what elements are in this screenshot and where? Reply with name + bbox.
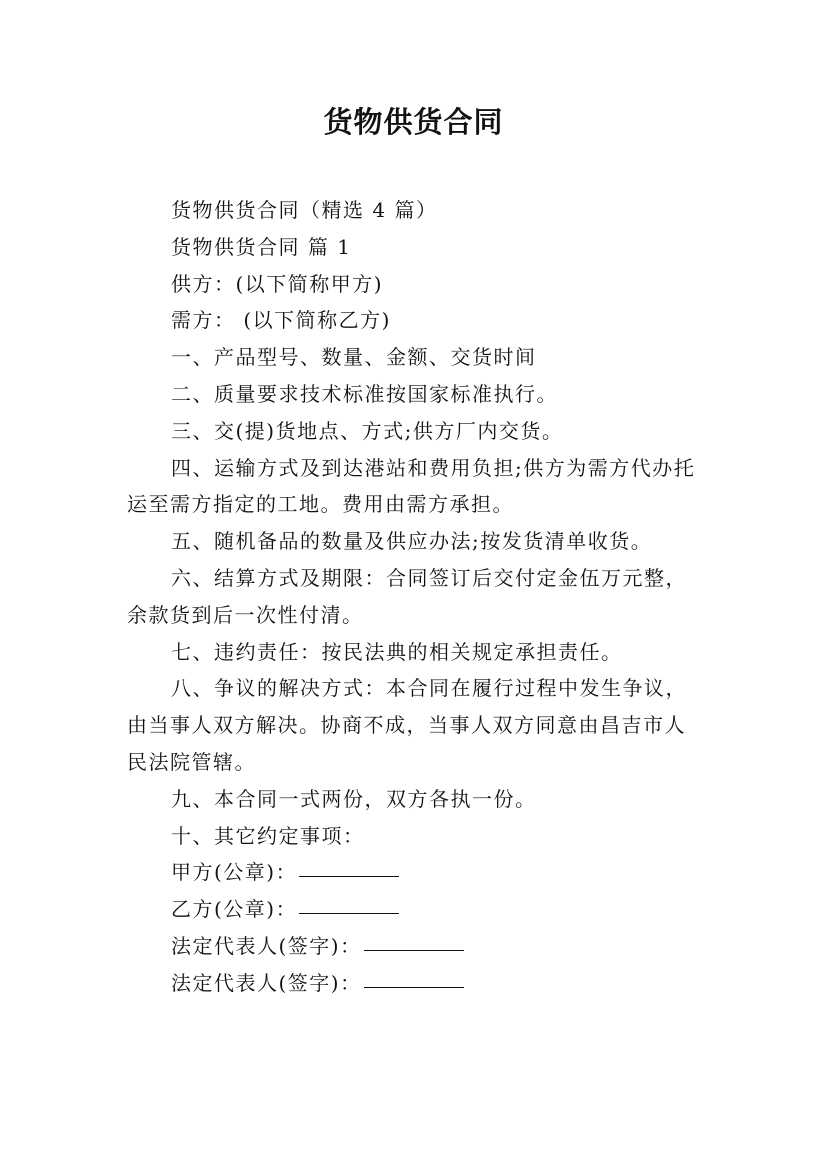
signature-row-representative-a <box>127 928 707 965</box>
signature-blank-representative-b <box>364 967 464 988</box>
signature-label-party-b: 乙方(公章)： <box>171 897 298 922</box>
clause-4: 四、运输方式及到达港站和费用负担;供方为需方代办托运至需方指定的工地。费用由需方承担。 <box>127 455 696 517</box>
clause-6: 六、结算方式及期限：合同签订后交付定金伍万元整，余款货到后一次性付清。 <box>127 565 687 627</box>
document-body <box>127 192 707 1002</box>
signature-row-representative-b <box>127 965 707 1002</box>
signature-blank-party-b <box>299 893 399 914</box>
signature-row-party-a <box>127 854 707 891</box>
clause-8: 八、争议的解决方式：本合同在履行过程中发生争议，由当事人双方解决。协商不成，当事人双方同意由昌吉市人民法院管辖。 <box>127 676 687 774</box>
clause-9: 九、本合同一式两份，双方各执一份。 <box>171 786 537 811</box>
subtitle-paragraph: 货物供货合同（精选 4 篇） <box>171 198 438 222</box>
section-heading: 货物供货合同 篇 1 <box>171 234 352 259</box>
clause-7: 七、违约责任：按民法典的相关规定承担责任。 <box>171 639 623 664</box>
signature-label-representative-b: 法定代表人(签字)： <box>171 970 362 995</box>
party-buyer: 需方： (以下简称乙方) <box>171 308 391 333</box>
signature-label-representative-a: 法定代表人(签字)： <box>171 933 362 958</box>
signature-blank-party-a <box>299 856 399 877</box>
clause-1: 一、产品型号、数量、金额、交货时间 <box>171 345 537 370</box>
signature-blank-representative-a <box>364 930 464 951</box>
clause-3: 三、交(提)货地点、方式;供方厂内交货。 <box>171 418 564 443</box>
party-supplier: 供方：(以下简称甲方) <box>171 271 384 296</box>
clause-5: 五、随机备品的数量及供应办法;按发货清单收货。 <box>171 529 653 554</box>
clause-2: 二、质量要求技术标准按国家标准执行。 <box>171 381 558 406</box>
document-title: 货物供货合同 <box>323 105 504 139</box>
signature-row-party-b <box>127 891 707 928</box>
signature-label-party-a: 甲方(公章)： <box>171 860 298 885</box>
clause-10: 十、其它约定事项： <box>171 823 365 848</box>
